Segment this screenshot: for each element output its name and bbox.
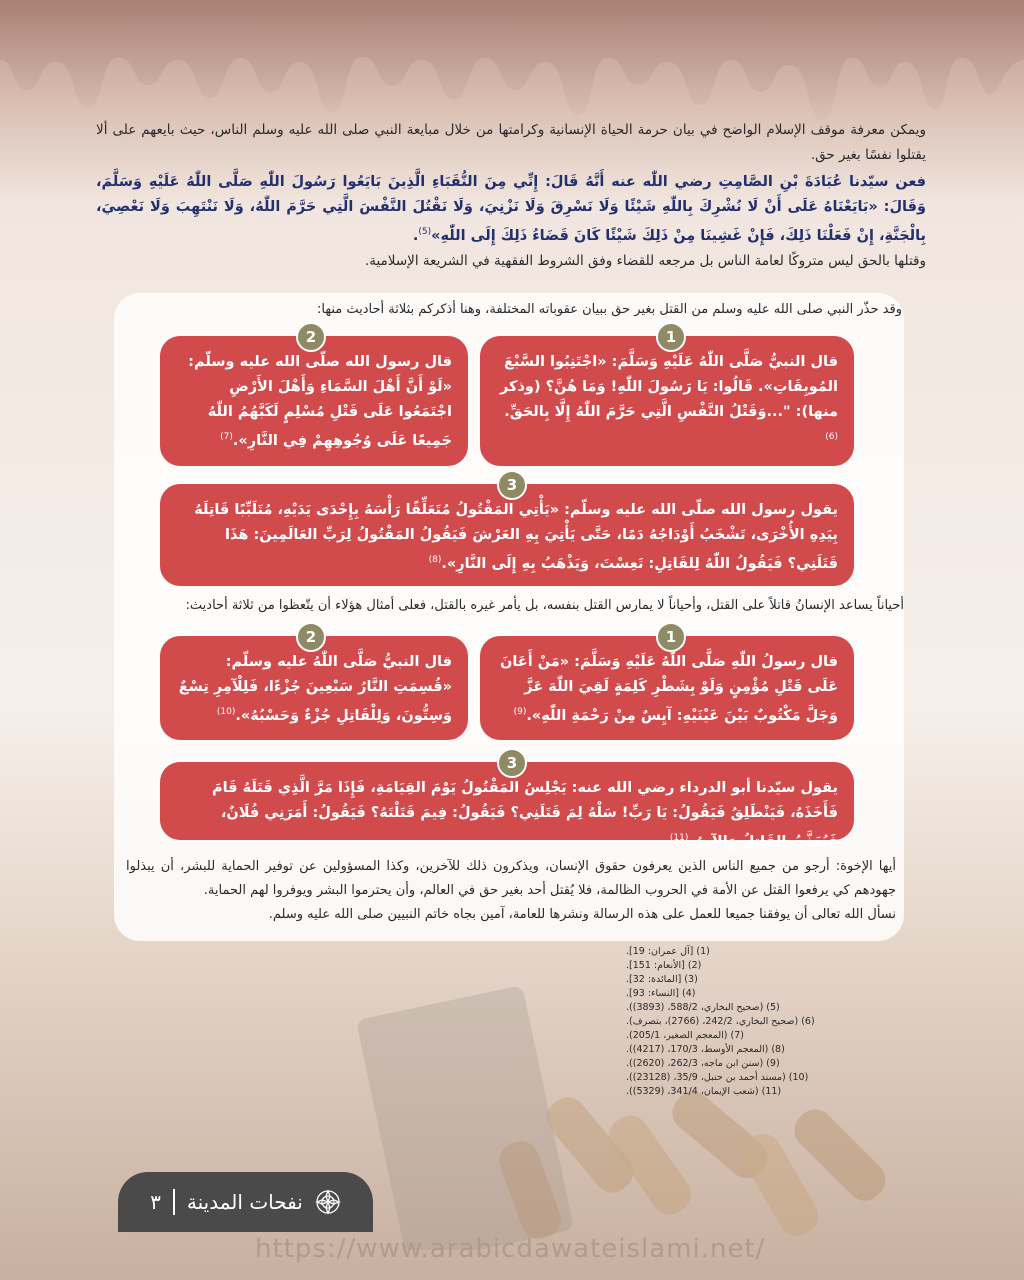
section1-card1-text: قال النبيُّ صَلَّى اللّٰهُ عَلَيْهِ وَسَلَّمَ: «اجْتَنِبُوا السَّبْعَ المُوبِقَاتِ». قَالُوا: يَا رَسُولَ اللّٰهِ! وَمَا هُنَّ؟ (وذكر منها): "...وَقَتْلُ النَّفْسِ الَّتِي حَرَّمَ اللّٰهُ إِلَّا بِالحَقِّ.	[500, 354, 838, 420]
closing-text-block	[126, 855, 896, 927]
section1-card-2	[160, 336, 468, 466]
closing-paragraph-2: نسأل الله تعالى أن يوفقنا جميعا للعمل على هذه الرسالة ونشرها للعامة، آمين بجاه خاتم النبيين صلى الله عليه وسلم.	[268, 907, 896, 922]
section1-card3-text: يقول رسول الله صلّى الله عليه وسلّم: «يَأْتِي المَقْتُولُ مُتَعَلِّقًا رَأْسَهُ بِإِحْدَى يَدَيْهِ، مُتَلَبِّبًا قَاتِلَهُ بِيَدِهِ الأُخْرَى، تَشْخَبُ أَوْدَاجُهُ دَمًا، حَتَّى يَأْتِيَ بِهِ العَرْشَ فَيَقُولُ المَقْتُولُ لِرَبِّ العَالَمِينَ: هَذَا قَتَلَنِي؟ فَيَقُولُ اللّٰهُ لِلقَاتِلِ: تَعِسْتَ، وَيَذْهَبُ بِهِ إِلَى النَّارِ».	[194, 502, 838, 572]
reference-item: (3) [المائدة: 32].	[626, 974, 698, 985]
section2-card3-text: يقول سيّدنا أبو الدرداء رضي الله عنه: يَجْلِسُ المَقْتُولُ يَوْمَ القِيَامَةِ، فَإِذَا مَرَّ الَّذِي قَتَلَهُ قَامَ فَأَخَذَهُ، فَيَنْطَلِقُ فَيَقُولُ: يَا رَبِّ! سَلْهُ لِمَ قَتَلَنِي؟ فَيَقُولُ: فِيمَ قَتَلْتَهُ؟ فَيَقُولُ: أَمَرَنِي فُلَانٌ، فَيُعَذَّبُ القَاتِلُ وَالآمِرُ.	[211, 780, 838, 850]
section2-card3-ref: (11)	[669, 833, 689, 843]
section1-card2-ref: (7)	[220, 432, 233, 442]
reference-item: (11) (شعب الإيمان، 341/4، (5329)).	[626, 1086, 782, 1097]
top-text-block	[96, 118, 926, 274]
section1-card3-number: 3	[497, 470, 527, 500]
rosette-logo-icon	[315, 1189, 341, 1215]
section2-card2-text: قال النبيُّ صَلَّى اللّٰهُ عليه وسلّم: «قُسِمَتِ النَّارُ سَبْعِينَ جُزْءًا، فَلِلْآمِرِ تِسْعٌ وَسِتُّونَ، وَلِلْقَاتِلِ جُزْءٌ وَحَسْبُهُ».	[178, 654, 452, 724]
reference-item: (6) (صحيح البخاري، 242/2، (2766)، بتصرف).	[626, 1016, 815, 1027]
magazine-name: نفحات المدينة	[186, 1190, 303, 1214]
intro-paragraph-1: ويمكن معرفة موقف الإسلام الواضح في بيان حرمة الحياة الإنسانية وكرامتها من خلال مبايعة النبي صلى الله عليه وسلم الناس، حيث بايعهم على ألا يقتلوا نفسًا بغير حق.	[96, 122, 926, 163]
references-list	[626, 945, 916, 1099]
footer-divider	[173, 1189, 175, 1215]
reference-item: (9) (سنن ابن ماجه، 262/3، (2620)).	[626, 1058, 780, 1069]
page-number: ٣	[150, 1190, 161, 1214]
reference-item: (7) (المعجم الصغير، 205/1).	[626, 1030, 744, 1041]
section1-card3-ref: (8)	[428, 555, 442, 565]
section2-card2-ref: (10)	[216, 707, 236, 717]
reference-item: (5) (صحيح البخاري، 588/2، (3893)).	[626, 1002, 780, 1013]
section2-card1-ref: (9)	[513, 707, 527, 717]
section2-card3-number: 3	[497, 748, 527, 778]
reference-item: (2) [الأنعام: 151].	[626, 960, 702, 971]
section2-intro: أحياناً يساعد الإنسانُ قاتلاً على القتل، وأحياناً لا يمارس القتل بنفسه، بل يأمر غيره بالقتل، فعلى أمثال هؤلاء أن يتّعظوا من ثلاثة أحاديث:	[185, 598, 904, 613]
intro-paragraph-2: وقتلها بالحق ليس متروكًا لعامة الناس بل مرجعه للقضاء وفق الشروط الفقهية في الشريعة الإسلامية.	[364, 252, 926, 269]
reference-item: (8) (المعجم الأوسط، 170/3، (4217)).	[626, 1044, 785, 1055]
section2-card2-number: 2	[296, 622, 326, 652]
quote-ref: (5)	[418, 227, 432, 237]
quote-text: فعن سيّدنا عُبَادَةَ بْنِ الصَّامِتِ رضي اللّٰه عنه أَنَّهُ قَالَ: إِنِّي مِنَ النُّقَبَاءِ الَّذِينَ بَايَعُوا رَسُولَ اللّٰهِ صَلَّى اللّٰهُ عَلَيْهِ وَسَلَّمَ، وَقَالَ: «بَايَعْنَاهُ عَلَى أَنْ لَا نُشْرِكَ بِاللّٰهِ شَيْئًا وَلَا نَسْرِقَ وَلَا نَزْنِيَ، وَلَا نَقْتُلَ النَّفْسَ الَّتِي حَرَّمَ اللّٰهُ، وَلَا نَنْتَهِبَ وَلَا نَعْصِيَ، بِالْجَنَّةِ، إِنْ فَعَلْنَا ذَلِكَ، فَإِنْ غَشِينَا مِنْ ذَلِكَ شَيْئًا كَانَ قَضَاءُ ذَلِكَ إِلَى اللّٰهِ»	[96, 174, 926, 244]
section1-card1-ref: (6)	[825, 432, 838, 442]
closing-paragraph-1: أيها الإخوة: أرجو من جميع الناس الذين يعرفون حقوق الإنسان، ويذكرون ذلك للآخرين، وكذا المسؤولين عن توفير الحماية للبشر، أن يبذلوا جهودهم كي يرفعوا القتل عن الأمة في الحروب الظالمة، فلا يُقتل أحد بغير حق في العالم، وأن يحترموا البشر ويوفروا لهم الحماية.	[126, 859, 896, 898]
section1-card1-number: 1	[656, 322, 686, 352]
section1-card2-text: قال رسول الله صلّى الله عليه وسلّم: «لَوْ أَنَّ أَهْلَ السَّمَاءِ وَأَهْلَ الأَرْضِ اجْتَمَعُوا عَلَى قَتْلِ مُسْلِمٍ لَكَبَّهُمُ اللّٰهُ جَمِيعًا عَلَى وُجُوهِهِمْ فِي النَّارِ».	[188, 354, 452, 449]
section1-card-1	[480, 336, 854, 466]
reference-item: (4) [النساء: 93].	[626, 988, 696, 999]
footer-tab	[118, 1172, 373, 1232]
ubadah-hadith-quote: فعن سيّدنا عُبَادَةَ بْنِ الصَّامِتِ رضي اللّٰه عنه أَنَّهُ قَالَ: إِنِّي مِنَ النُّقَبَاءِ الَّذِينَ بَايَعُوا رَسُولَ اللّٰهِ صَلَّى اللّٰهُ عَلَيْهِ وَسَلَّمَ، وَقَالَ: «بَايَعْنَاهُ عَلَى أَنْ لَا نُشْرِكَ بِاللّٰهِ شَيْئًا وَلَا نَسْرِقَ وَلَا نَزْنِيَ، وَلَا نَقْتُلَ النَّفْسَ الَّتِي حَرَّمَ اللّٰهُ، وَلَا نَنْتَهِبَ وَلَا نَعْصِيَ، بِالْجَنَّةِ، إِنْ فَعَلْنَا ذَلِكَ، فَإِنْ غَشِينَا مِنْ ذَلِكَ شَيْئًا كَانَ قَضَاءُ ذَلِكَ إِلَى اللّٰهِ»$^{(5)}$.	[96, 174, 926, 244]
watermark-url: https://www.arabicdawateislami.net/	[255, 1234, 766, 1264]
section2-card1-number: 1	[656, 622, 686, 652]
section1-card2-number: 2	[296, 322, 326, 352]
reference-item: (1) [آل عمران: 19].	[626, 946, 710, 957]
reference-item: (10) (مسند أحمد بن حنبل، 35/9، (23128)).	[626, 1072, 809, 1083]
section2-card1-text: قال رسولُ اللّٰهِ صَلَّى اللّٰهُ عَلَيْهِ وَسَلَّمَ: «مَنْ أَعَانَ عَلَى قَتْلِ مُؤْمِنٍ وَلَوْ بِشَطْرِ كَلِمَةٍ لَقِيَ اللّٰهَ عَزَّ وَجَلَّ مَكْتُوبٌ بَيْنَ عَيْنَيْهِ: آيِسٌ مِنْ رَحْمَةِ اللّٰهِ».	[499, 654, 838, 724]
section1-intro: وقد حذّر النبي صلى الله عليه وسلم من القتل بغير حق ببيان عقوباته المختلفة، وهنا أذكركم بثلاثة أحاديث منها:	[317, 302, 902, 317]
